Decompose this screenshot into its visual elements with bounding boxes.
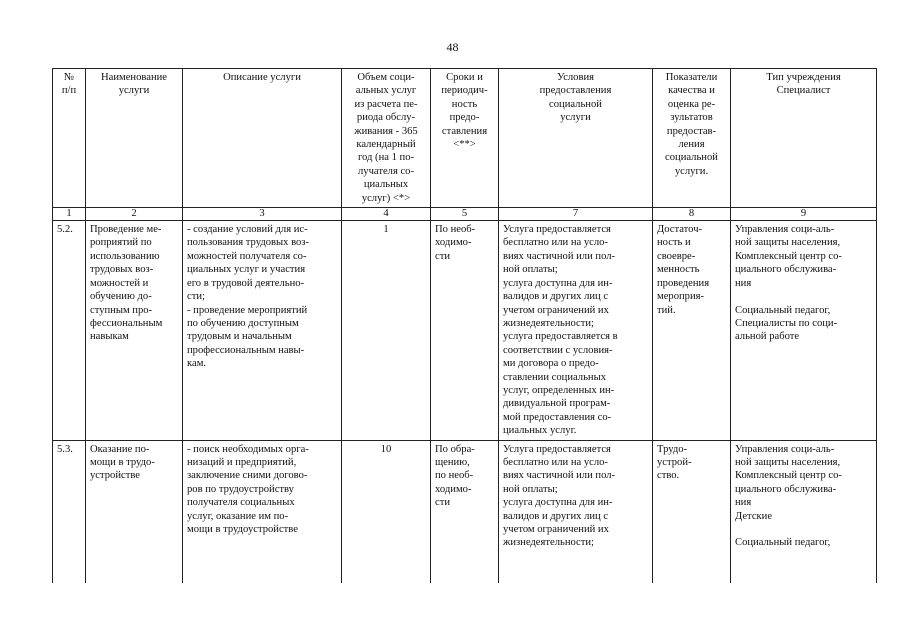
column-number: 5 bbox=[431, 208, 499, 221]
header-volume: Объем соци- альных услуг из расчета пе- риода обслу- живания - 365 календарный год (на 1 по- лучателя со- циальных услуг) <*> bbox=[342, 69, 431, 208]
service-volume: 1 bbox=[342, 221, 431, 441]
service-name: Оказание по- мощи в трудо- устройстве bbox=[86, 440, 183, 583]
column-number: 4 bbox=[342, 208, 431, 221]
header-quality: Показатели качества и оценка ре- зультатов предостав- ления социальной услуги. bbox=[653, 69, 731, 208]
header-terms: Сроки и периодич- ность предо- ставления <**> bbox=[431, 69, 499, 208]
header-description: Описание услуги bbox=[183, 69, 342, 208]
row-number: 5.2. bbox=[53, 221, 86, 441]
service-description: - создание условий для ис- пользования трудовых воз- можностей получателя со- циальных услуг и участия его в трудовой деятельно- сти; - проведение мероприятий по обучению доступным трудовым и начальным профессиональным навы- кам. bbox=[183, 221, 342, 441]
service-quality: Достаточ- ность и своевре- менность проведения мероприя- тий. bbox=[653, 221, 731, 441]
column-numbers-row bbox=[53, 208, 877, 221]
header-service-name: Наименование услуги bbox=[86, 69, 183, 208]
page-number: 48 bbox=[446, 40, 459, 54]
service-institution: Управления соци-аль- ной защиты населения, Комплексный центр со- циального обслужива- ния Детские Социальный педагог, bbox=[731, 440, 877, 583]
header-row bbox=[53, 69, 877, 208]
column-number: 3 bbox=[183, 208, 342, 221]
service-conditions: Услуга предоставляется бесплатно или на усло- виях частичной или пол- ной оплаты; услуга доступна для ин- валидов и других лиц с учетом ограничений их жизнедеятельности; услуга предоставляется в соответствии с условия- ми договора о предо- ставлении социальных услуг, определенных ин- дивидуальной програм- мой предоставления со- циальных услуг. bbox=[499, 221, 653, 441]
service-quality: Трудо- устрой- ство. bbox=[653, 440, 731, 583]
table-row bbox=[53, 221, 877, 441]
column-number: 9 bbox=[731, 208, 877, 221]
service-terms: По необ- ходимо- сти bbox=[431, 221, 499, 441]
header-institution: Тип учреждения Специалист bbox=[731, 69, 877, 208]
service-terms: По обра- щению, по необ- ходимо- сти bbox=[431, 440, 499, 583]
service-name: Проведение ме- роприятий по использованию трудовых воз- можностей и обучению до- ступным про- фессиональным навыкам bbox=[86, 221, 183, 441]
service-conditions: Услуга предоставляется бесплатно или на усло- виях частичной или пол- ной оплаты; услуга доступна для ин- валидов и других лиц с учетом ограничений их жизнедеятельности; bbox=[499, 440, 653, 583]
row-number: 5.3. bbox=[53, 440, 86, 583]
header-number: № п/п bbox=[53, 69, 86, 208]
column-number: 8 bbox=[653, 208, 731, 221]
header-conditions: Условия предоставления социальной услуги bbox=[499, 69, 653, 208]
column-number: 1 bbox=[53, 208, 86, 221]
service-volume: 10 bbox=[342, 440, 431, 583]
service-description: - поиск необходимых орга- низаций и предприятий, заключение сними догово- ров по трудоустройству получателя социальных услуг, оказание им по- мощи в трудоустройстве bbox=[183, 440, 342, 583]
service-institution: Управления соци-аль- ной защиты населения, Комплексный центр со- циального обслужива- ния Социальный педагог, Специалисты по соци- альной работе bbox=[731, 221, 877, 441]
table-row bbox=[53, 440, 877, 583]
column-number: 7 bbox=[499, 208, 653, 221]
services-table bbox=[52, 68, 877, 583]
column-number: 2 bbox=[86, 208, 183, 221]
